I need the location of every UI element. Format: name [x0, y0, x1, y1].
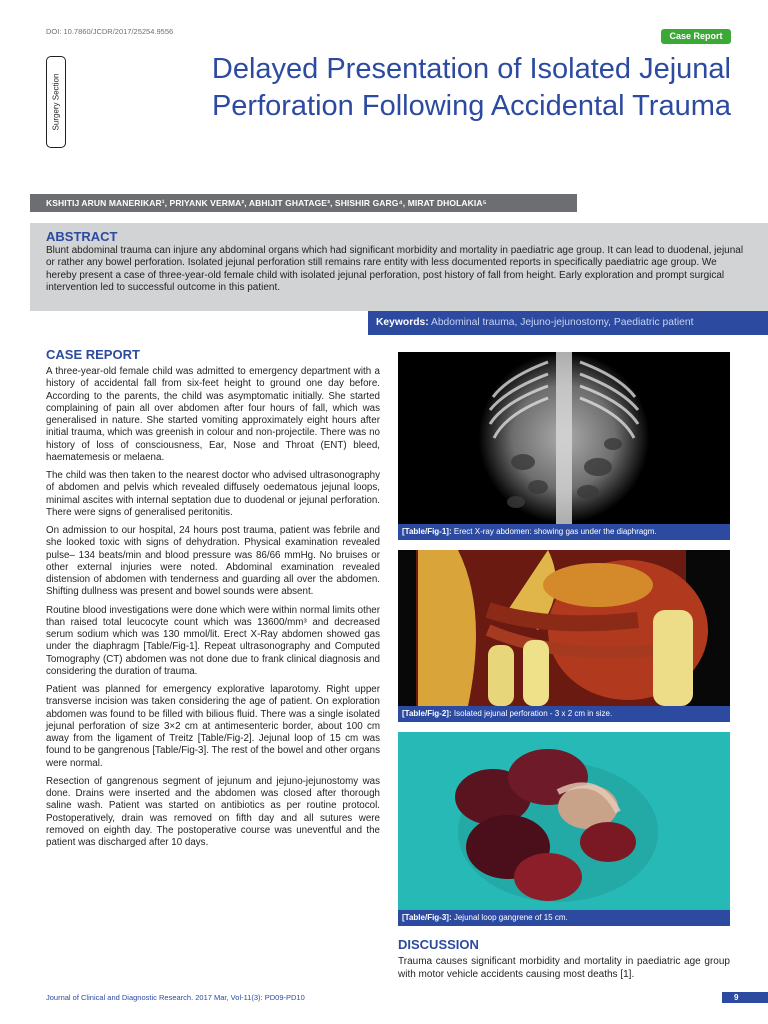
figure-2 — [398, 550, 730, 722]
case-report-paragraph: Resection of gangrenous segment of jejunum and jejuno-jejunostomy was done. Drains were inserted and the abdomen was closed after thorough saline wash. Patient was started on antibiotics as per routine protocol. Postoperatively, drain was removed on fifth day and all sutures were removed on eighth day. The postoperative course was uneventful and the patient was discharged after 10 days. — [46, 775, 380, 848]
figure-3-caption — [398, 910, 730, 926]
figure-3 — [398, 732, 730, 926]
operative-photo — [398, 550, 730, 706]
figure-2-label: [Table/Fig-2]: — [402, 709, 452, 718]
article-title: Delayed Presentation of Isolated Jejunal Perforation Following Accidental Trauma — [211, 53, 731, 122]
figure-1 — [398, 352, 730, 540]
page-number: 9 — [722, 992, 768, 1003]
xray-image — [398, 352, 730, 524]
case-report-column — [46, 347, 380, 855]
section-tag-label: Surgery Section — [51, 73, 61, 131]
figure-3-label: [Table/Fig-3]: — [402, 913, 452, 922]
doi-text: DOI: 10.7860/JCDR/2017/25254.9556 — [46, 27, 174, 36]
case-report-paragraph: A three-year-old female child was admitted to emergency department with a history of accidental fall from six-feet height to ground one day before. According to the parents, the child was asymptomatic initially. She started complaining of pain all over abdomen after four hours of fall, which was generalised in nature. She started vomiting approximately eight hours after initial trauma, which was greenish in colour and non-projectile. There was no history of loss of consciousness, Ear, Nose and Throat (ENT) bleed, haematemesis or melaena. — [46, 366, 380, 463]
figure-1-caption-text: Erect X-ray abdomen: showing gas under the diaphragm. — [453, 527, 657, 536]
keywords-label: Keywords: — [376, 317, 429, 328]
journal-footer: Journal of Clinical and Diagnostic Research. 2017 Mar, Vol-11(3): PD09-PD10 — [46, 993, 305, 1002]
section-tag — [46, 56, 66, 148]
abstract-text: Blunt abdominal trauma can injure any abdominal organs which had significant morbidity and mortality in paediatric age group. It can lead to duodenal, jejunal or rather any bowel perforation. Isolated jejunal perforation still remains rare entity with less documented reports in specifically paediatric age group. We hereby present a case of three-year-old female child with isolated jejunal perforation, post history of fall from height. Early exploration and prompt surgical intervention led to successful outcome in this patient. — [46, 245, 744, 293]
specimen-photo — [398, 732, 730, 910]
figure-1-label: [Table/Fig-1]: — [402, 527, 452, 536]
abstract-heading: ABSTRACT — [46, 229, 118, 244]
case-report-paragraph: Routine blood investigations were done which were within normal limits other than raised total leucocyte count which was 13600/mm³ and decreased serum sodium which was 130 mmol/lit. Erect X-Ray abdomen showed gas under the diaphragm [Table/Fig-1]. Repeat ultrasonography and Computed Tomography (CT) abdomen was not done due to frank clinical diagnosis and considering the duration of trauma. — [46, 604, 380, 677]
authors-bar: KSHITIJ ARUN MANERIKAR¹, PRIYANK VERMA², ABHIJIT GHATAGE³, SHISHIR GARG⁴, MIRAT DHOLAKIA⁵ — [30, 194, 577, 212]
figure-1-caption — [398, 524, 730, 540]
case-report-paragraph: Patient was planned for emergency explorative laparotomy. Right upper transverse incision was taken considering the age of patient. On exploration abdomen was found to be filled with bilious fluid. There was a single isolated jejunal perforation of size 3×2 cm at antimesenteric border, about 100 cm away from the ligament of Treitz [Table/Fig-2]. Jejunal loop of 15 cm was found to be gangrenous [Table/Fig-3]. The rest of the bowel and other organs were normal. — [46, 684, 380, 769]
discussion-text: Trauma causes significant morbidity and mortality in paediatric age group with motor vehicle accidents causing most deaths [1]. — [398, 956, 730, 980]
keywords-bar — [368, 311, 768, 335]
case-report-paragraph: On admission to our hospital, 24 hours post trauma, patient was febrile and she looked toxic with signs of dehydration. Physical examination revealed pulse– 134 beats/min and blood pressure was 86/66 mmHg. No bruises or other external injuries were noted. Abdominal examination revealed distension of abdomen with tenderness and guarding all over the abdomen. Shifting dullness was present and bowel sounds were absent. — [46, 525, 380, 598]
abstract-box — [30, 223, 768, 311]
figure-2-caption-text: Isolated jejunal perforation - 3 x 2 cm in size. — [453, 709, 613, 718]
keywords-value: Abdominal trauma, Jejuno-jejunostomy, Paediatric patient — [430, 317, 694, 328]
case-report-heading: CASE REPORT — [46, 347, 140, 362]
case-report-paragraph: The child was then taken to the nearest doctor who advised ultrasonography of abdomen and pelvis which revealed diffusely oedematous jejunal loops, minimal ascites with internal septation due to duodenal or jejunal perforation. There were signs of generalised peritonitis. — [46, 470, 380, 518]
figure-3-caption-text: Jejunal loop gangrene of 15 cm. — [453, 913, 568, 922]
figure-2-caption — [398, 706, 730, 722]
discussion-heading: DISCUSSION — [398, 937, 479, 952]
discussion-section — [398, 937, 730, 987]
article-type-badge: Case Report — [661, 29, 731, 44]
